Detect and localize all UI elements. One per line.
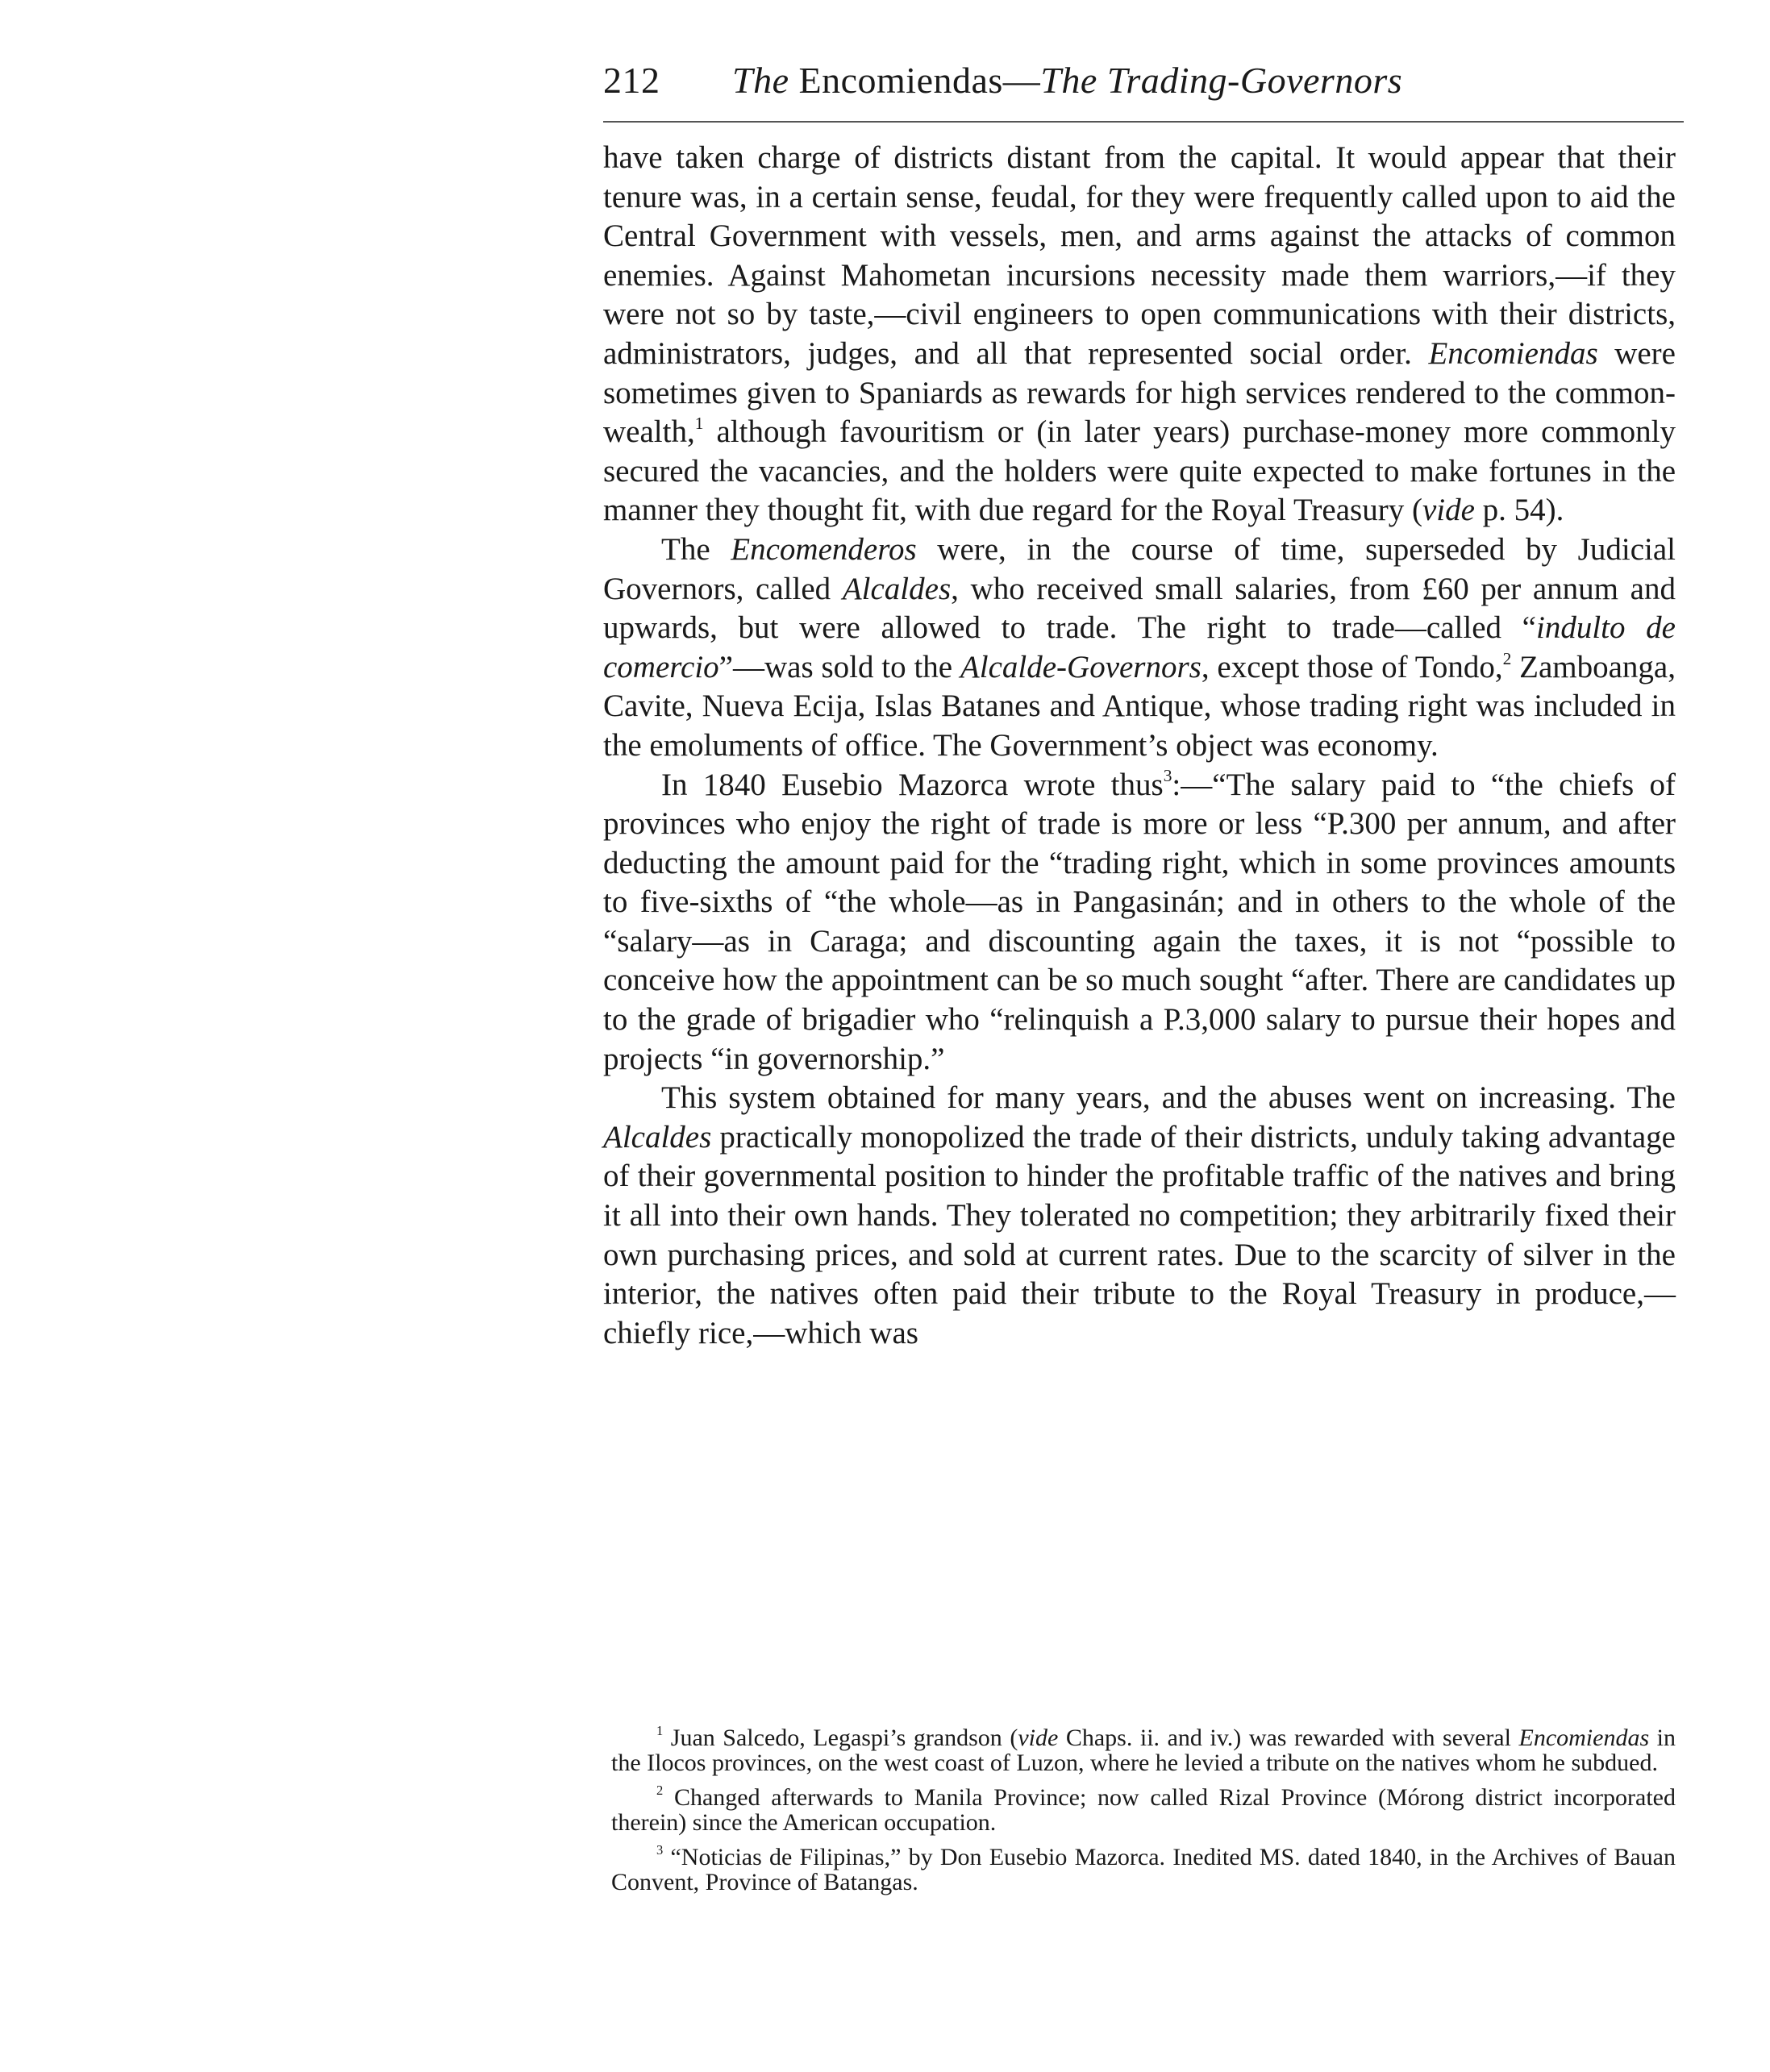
- text-run: in the Ilocos provinces, on the west coast of Luzon, where he levied a tribute on the natives whom he subdued.: [611, 1725, 1676, 1776]
- italic-run: indulto de comercio: [603, 610, 1676, 684]
- italic-run: Alcaldes: [842, 571, 952, 606]
- text-run: This system obtained for many years, and the abuses went on increasing. The: [661, 1080, 1676, 1116]
- footnote-1: [611, 1725, 1676, 1775]
- text-run: ”—was sold to the: [718, 649, 960, 684]
- text-run: In 1840 Eusebio Mazorca wrote thus: [661, 767, 1164, 802]
- text-run: p. 54).: [1474, 493, 1564, 528]
- running-head: [603, 48, 1676, 113]
- footnote-ref-2[interactable]: 2: [1502, 648, 1512, 668]
- italic-run: Encomenderos: [731, 531, 917, 567]
- text-run: , except those of Tondo,: [1201, 649, 1503, 684]
- paragraph-4: [603, 1079, 1676, 1353]
- book-page: [603, 48, 1676, 1895]
- header-rule: [603, 121, 1684, 123]
- text-run: Chaps. ii. and iv.) was rewarded with several: [1058, 1725, 1519, 1751]
- paragraph-1: [603, 139, 1676, 530]
- text-run: Juan Salcedo, Legaspi’s grandson (: [663, 1725, 1018, 1751]
- text-run: although favouritism or (in later years) purchase-money more commonly secured the vacancies, and the holders were quite expected to make fortunes in the manner they thought fit, with due regard for the Royal Treasury (: [603, 414, 1676, 528]
- body-text: [603, 139, 1676, 1353]
- footnote-mark: 1: [656, 1723, 664, 1739]
- italic-run: vide: [1422, 493, 1475, 528]
- text-run: were, in the course of time, superseded by Judicial Governors, called: [603, 531, 1676, 606]
- text-run: The: [661, 531, 731, 567]
- footnotes: [611, 1725, 1676, 1904]
- text-run: , who received small salaries, from £60 per annum and upwards, but were allowed to trade. The right to trade—called “: [603, 571, 1676, 646]
- italic-run: Encomiendas: [1518, 1725, 1650, 1751]
- text-run: Zamboanga, Cavite, Nueva Ecija, Islas Batanes and Antique, whose trading right was included in the emoluments of office. The Government’s object was economy.: [603, 649, 1676, 763]
- text-run: have taken charge of districts distant from the capital. It would appear that their tenure was, in a certain sense, feudal, for they were frequently called upon to aid the Central Government with vessels, men, and arms against the attacks of common enemies. Against Mahometan incursions necessity made them warriors,—if they were not so by taste,—civil engineers to open communications with their districts, administrators, judges, and all that represented social order.: [603, 140, 1676, 371]
- text-run: Changed afterwards to Manila Province; now called Rizal Province (Mórong district incorporated therein) since the American occupation.: [611, 1784, 1676, 1836]
- italic-run: Encomiendas: [1428, 335, 1598, 371]
- italic-run: Alcalde-Governors: [960, 649, 1202, 684]
- text-run: “Noticias de Filipinas,” by Don Eusebio Mazorca. Inedited MS. dated 1840, in the Archives of Bauan Convent, Province of Batangas.: [611, 1844, 1676, 1895]
- italic-run: vide: [1018, 1725, 1059, 1751]
- footnote-3: [611, 1842, 1676, 1895]
- paragraph-3: [603, 766, 1676, 1080]
- footnote-2: [611, 1785, 1676, 1835]
- footnote-mark: 3: [656, 1842, 664, 1858]
- footnote-mark: 2: [656, 1783, 664, 1799]
- running-title-trading-governors: The Trading-Governors: [1040, 60, 1403, 101]
- footnote-ref-1[interactable]: 1: [694, 414, 704, 434]
- page-number: 212: [603, 60, 660, 101]
- running-title: [732, 48, 1402, 113]
- footnote-ref-3[interactable]: 3: [1163, 766, 1172, 786]
- text-run: practically monopolized the trade of their districts, unduly taking advantage of their governmental position to hinder the profitable traffic of the natives and bring it all into their own hands. They tolerated no competition; they arbitrarily fixed their own purchasing prices, and sold at current rates. Due to the scarcity of silver in the interior, the natives often paid their tribute to the Royal Treasury in produce,—chiefly rice,—which was: [603, 1119, 1676, 1350]
- text-run: were sometimes given to Spaniards as rewards for high services rendered to the commonwealth,: [603, 335, 1676, 450]
- running-title-the: The: [732, 60, 789, 101]
- italic-run: Alcaldes: [603, 1119, 712, 1155]
- text-run: :—“The salary paid to “the chiefs of provinces who enjoy the right of trade is more or less “P.300 per annum, and after deducting the amount paid for the “trading right, which in some provinces amounts to five-sixths of “the whole—as in Pangasinán; and in others to the whole of the “salary—as in Caraga; and discounting again the taxes, it is not “possible to conceive how the appointment can be so much sought “after. There are candidates up to the grade of brigadier who “relinquish a P.3,000 salary to pursue their hopes and projects “in governorship.”: [603, 767, 1676, 1076]
- running-title-encomiendas: Encomiendas—: [789, 60, 1041, 101]
- paragraph-2: [603, 530, 1676, 766]
